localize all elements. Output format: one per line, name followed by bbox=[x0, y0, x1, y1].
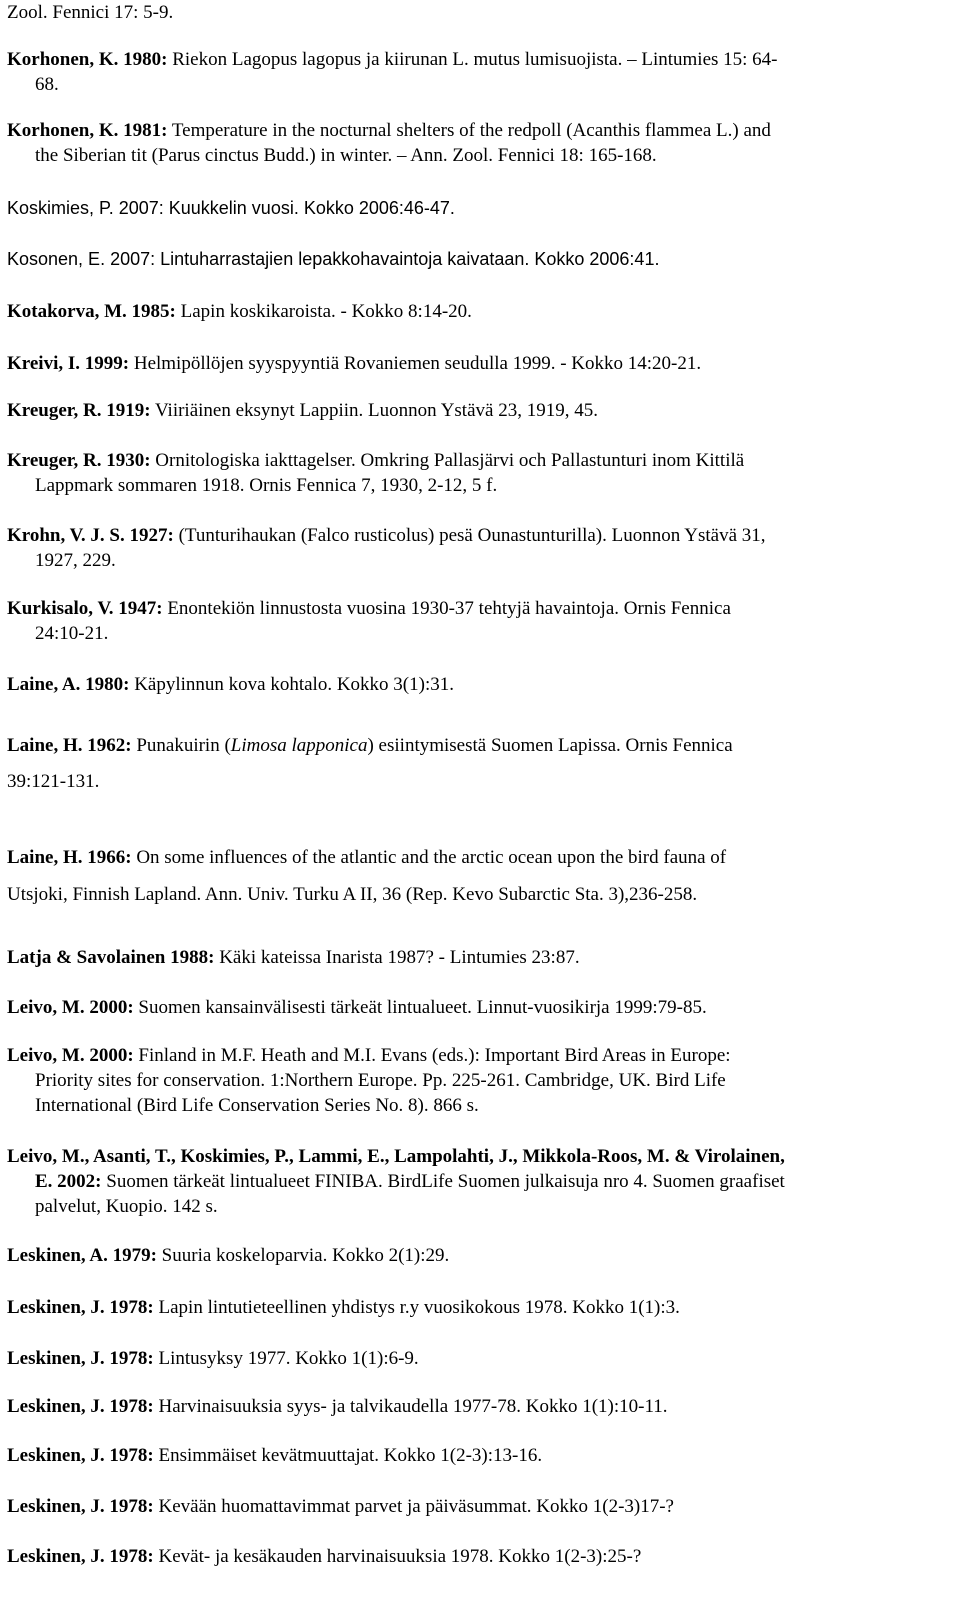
reference-entry bbox=[7, 1144, 942, 1219]
entry-continuation: Priority sites for conservation. 1:Northern Europe. Pp. 225-261. Cambridge, UK. Bird Life bbox=[35, 1070, 726, 1091]
entry-continuation: 39:121-131. bbox=[7, 771, 100, 792]
entry-author-year: Leskinen, J. 1978: bbox=[7, 1496, 154, 1517]
entry-text: Ornitologiska iakttagelser. Omkring Pallasjärvi och Pallastunturi inom Kittilä bbox=[150, 450, 745, 471]
entry-author-year: Leivo, M. 2000: bbox=[7, 1045, 134, 1066]
entry-line bbox=[7, 995, 942, 1020]
entry-author-year: Leskinen, J. 1978: bbox=[7, 1297, 154, 1318]
entry-author-year: Leivo, M. 2000: bbox=[7, 997, 134, 1018]
entry-author-year: Leskinen, J. 1978: bbox=[7, 1445, 154, 1466]
entry-text: Helmipöllöjen syyspyyntiä Rovaniemen seudulla 1999. - Kokko 14:20-21. bbox=[129, 353, 702, 374]
entry-text: Suomen kansainvälisesti tärkeät lintualueet. Linnut-vuosikirja 1999:79-85. bbox=[133, 997, 707, 1018]
entry-author-year: Laine, H. 1966: bbox=[7, 847, 132, 868]
reference-entry bbox=[7, 1043, 942, 1118]
reference-entry bbox=[7, 1494, 942, 1519]
entry-author-year: E. 2002: bbox=[35, 1171, 102, 1192]
entry-line bbox=[7, 118, 942, 143]
entry-line bbox=[7, 1346, 942, 1371]
reference-entry bbox=[7, 1295, 942, 1320]
entry-text: Käpylinnun kova kohtalo. Kokko 3(1):31. bbox=[129, 674, 454, 695]
reference-entry bbox=[7, 0, 942, 25]
entry-line bbox=[7, 299, 942, 324]
entry-line bbox=[7, 1394, 942, 1419]
reference-entry bbox=[7, 672, 942, 697]
entry-line bbox=[7, 448, 942, 473]
entry-author-year: Leskinen, J. 1978: bbox=[7, 1396, 154, 1417]
entry-text: Kevään huomattavimmat parvet ja päiväsummat. Kokko 1(2-3)17-? bbox=[153, 1496, 674, 1517]
reference-entry bbox=[7, 448, 942, 498]
entry-line bbox=[7, 398, 942, 423]
entry-text: Temperature in the nocturnal shelters of the redpoll (Acanthis flammea L.) and bbox=[167, 120, 771, 141]
entry-line bbox=[7, 733, 942, 758]
entry-line bbox=[7, 672, 942, 697]
entry-author-year: Korhonen, K. 1981: bbox=[7, 120, 168, 141]
entry-text: Lapin lintutieteellinen yhdistys r.y vuosikokous 1978. Kokko 1(1):3. bbox=[153, 1297, 680, 1318]
reference-entry bbox=[7, 1243, 942, 1268]
entry-author-year: Kotakorva, M. 1985: bbox=[7, 301, 176, 322]
entry-line bbox=[7, 845, 942, 870]
entry-text: Lintusyksy 1977. Kokko 1(1):6-9. bbox=[153, 1348, 419, 1369]
entry-continuation bbox=[7, 1169, 942, 1194]
reference-entry bbox=[7, 596, 942, 646]
reference-entry bbox=[7, 1346, 942, 1371]
entry-continuation: 1927, 229. bbox=[35, 550, 116, 571]
reference-entry bbox=[7, 523, 942, 573]
reference-entry bbox=[7, 845, 942, 907]
entry-line bbox=[7, 945, 942, 970]
entry-text: Suomen tärkeät lintualueet FINIBA. BirdLife Suomen julkaisuja nro 4. Suomen graafiset bbox=[101, 1171, 785, 1192]
entry-text: Punakuirin ( bbox=[131, 735, 231, 756]
entry-line bbox=[7, 1443, 942, 1468]
entry-line: Zool. Fennici 17: 5-9. bbox=[7, 2, 174, 23]
entry-author-year: Leivo, M., Asanti, T., Koskimies, P., Lammi, E., Lampolahti, J., Mikkola-Roos, M. & Virolainen, bbox=[7, 1146, 785, 1167]
entry-text: Riekon Lagopus lagopus ja kiirunan L. mutus lumisuojista. – Lintumies 15: 64- bbox=[167, 49, 778, 70]
entry-line bbox=[7, 1494, 942, 1519]
entry-continuation: the Siberian tit (Parus cinctus Budd.) in winter. – Ann. Zool. Fennici 18: 165-168. bbox=[35, 145, 657, 166]
reference-entry bbox=[7, 247, 942, 272]
reference-entry bbox=[7, 1394, 942, 1419]
entry-author-year: Leskinen, J. 1978: bbox=[7, 1348, 154, 1369]
entry-text: Viiriäinen eksynyt Lappiin. Luonnon Ystävä 23, 1919, 45. bbox=[150, 400, 598, 421]
entry-author-year: Latja & Savolainen 1988: bbox=[7, 947, 215, 968]
entry-author-year: Laine, A. 1980: bbox=[7, 674, 130, 695]
entry-text: Harvinaisuuksia syys- ja talvikaudella 1977-78. Kokko 1(1):10-11. bbox=[153, 1396, 668, 1417]
entry-continuation: Utsjoki, Finnish Lapland. Ann. Univ. Turku A II, 36 (Rep. Kevo Subarctic Sta. 3),236-258. bbox=[7, 884, 698, 905]
entry-author-year: Kurkisalo, V. 1947: bbox=[7, 598, 163, 619]
entry-author-year: Kreivi, I. 1999: bbox=[7, 353, 130, 374]
reference-entry bbox=[7, 398, 942, 423]
entry-author-year: Leskinen, J. 1978: bbox=[7, 1546, 154, 1567]
entry-text: Lapin koskikaroista. - Kokko 8:14-20. bbox=[175, 301, 472, 322]
entry-line bbox=[7, 1144, 942, 1169]
entry-author-year: Kreuger, R. 1919: bbox=[7, 400, 151, 421]
entry-species-name: Limosa lapponica bbox=[230, 735, 368, 756]
entry-author-year: Laine, H. 1962: bbox=[7, 735, 132, 756]
reference-entry bbox=[7, 351, 942, 376]
entry-continuation: Lappmark sommaren 1918. Ornis Fennica 7, 1930, 2-12, 5 f. bbox=[35, 475, 498, 496]
reference-entry bbox=[7, 995, 942, 1020]
entry-text: (Tunturihaukan (Falco rusticolus) pesä Ounastunturilla). Luonnon Ystävä 31, bbox=[173, 525, 766, 546]
entry-line bbox=[7, 351, 942, 376]
reference-entry bbox=[7, 945, 942, 970]
reference-entry bbox=[7, 196, 942, 221]
entry-line: Koskimies, P. 2007: Kuukkelin vuosi. Kokko 2006:46-47. bbox=[7, 198, 455, 218]
entry-text: Enontekiön linnustosta vuosina 1930-37 tehtyjä havaintoja. Ornis Fennica bbox=[162, 598, 731, 619]
entry-author-year: Leskinen, A. 1979: bbox=[7, 1245, 157, 1266]
reference-entry bbox=[7, 47, 942, 97]
entry-line bbox=[7, 596, 942, 621]
reference-entry bbox=[7, 1443, 942, 1468]
entry-continuation: 68. bbox=[35, 74, 59, 95]
entry-text: Suuria koskeloparvia. Kokko 2(1):29. bbox=[156, 1245, 450, 1266]
entry-line bbox=[7, 1295, 942, 1320]
entry-continuation: palvelut, Kuopio. 142 s. bbox=[35, 1196, 218, 1217]
entry-line bbox=[7, 47, 942, 72]
reference-entry bbox=[7, 733, 942, 794]
entry-author-year: Krohn, V. J. S. 1927: bbox=[7, 525, 174, 546]
entry-text: Ensimmäiset kevätmuuttajat. Kokko 1(2-3):13-16. bbox=[153, 1445, 543, 1466]
entry-text-after: ) esiintymisestä Suomen Lapissa. Ornis Fennica bbox=[367, 735, 733, 756]
entry-line bbox=[7, 523, 942, 548]
entry-line bbox=[7, 1544, 942, 1569]
entry-continuation: 24:10-21. bbox=[35, 623, 109, 644]
reference-entry bbox=[7, 118, 942, 168]
entry-author-year: Korhonen, K. 1980: bbox=[7, 49, 168, 70]
entry-text: On some influences of the atlantic and the arctic ocean upon the bird fauna of bbox=[131, 847, 727, 868]
entry-line bbox=[7, 1043, 942, 1068]
entry-line bbox=[7, 1243, 942, 1268]
reference-entry bbox=[7, 299, 942, 324]
entry-text: Finland in M.F. Heath and M.I. Evans (eds.): Important Bird Areas in Europe: bbox=[133, 1045, 731, 1066]
entry-line: Kosonen, E. 2007: Lintuharrastajien lepakkohavaintoja kaivataan. Kokko 2006:41. bbox=[7, 249, 660, 269]
entry-continuation: International (Bird Life Conservation Series No. 8). 866 s. bbox=[35, 1095, 479, 1116]
reference-entry bbox=[7, 1544, 942, 1569]
entry-text: Kevät- ja kesäkauden harvinaisuuksia 1978. Kokko 1(2-3):25-? bbox=[153, 1546, 642, 1567]
entry-author-year: Kreuger, R. 1930: bbox=[7, 450, 151, 471]
entry-text: Käki kateissa Inarista 1987? - Lintumies 23:87. bbox=[214, 947, 580, 968]
